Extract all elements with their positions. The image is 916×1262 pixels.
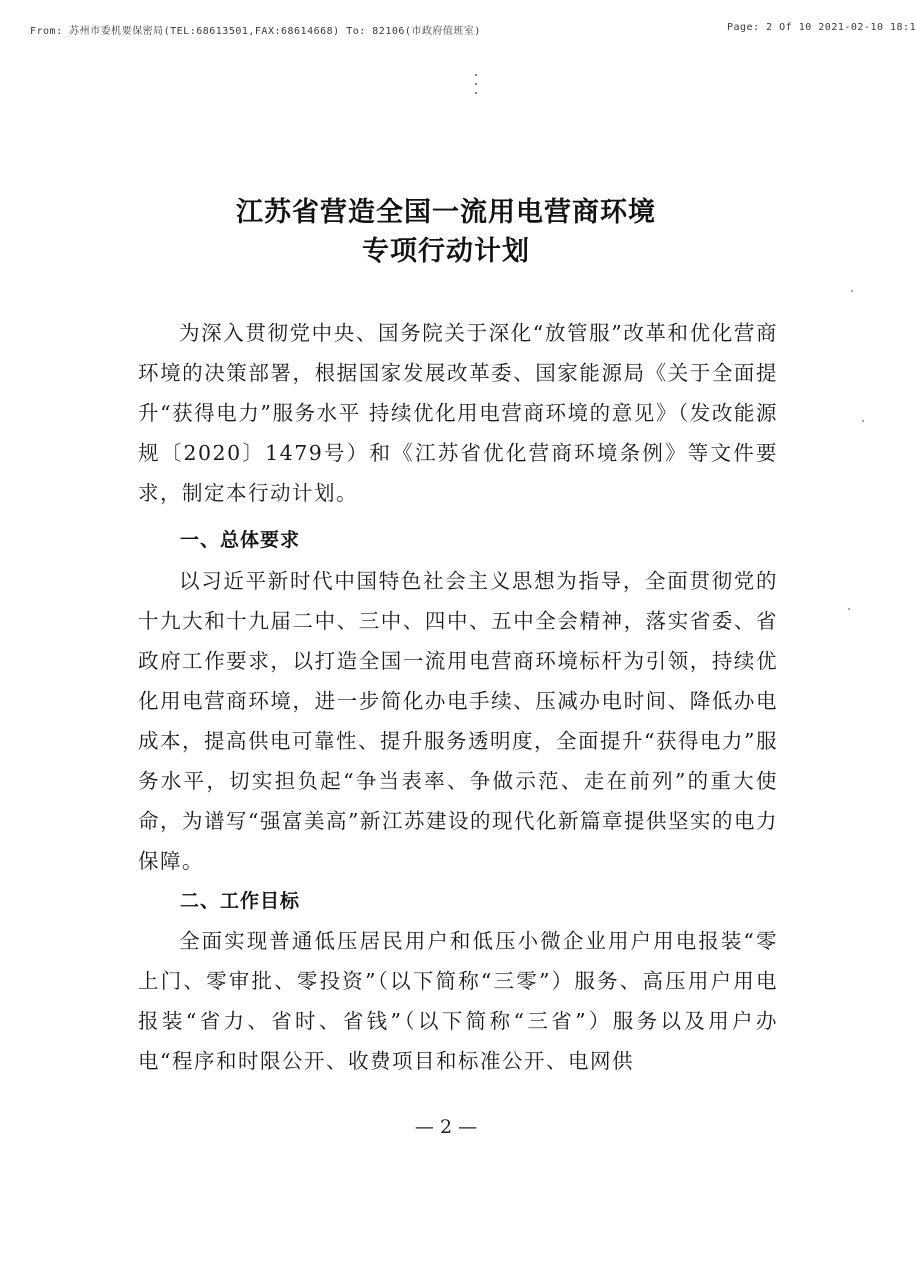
intro-paragraph: 为深入贯彻党中央、国务院关于深化“放管服”改革和优化营商环境的决策部署，根据国家发展改革委、国家能源局《关于全面提升“获得电力”服务水平 持续优化用电营商环境的意见》（发改能源规〔2020〕1479号）和《江苏省优化营商环境条例》等文件要求，制定本行动计划。: [138, 321, 778, 505]
section-1-heading: 一、总体要求: [180, 529, 301, 551]
document-title-line-2: 专项行动计划: [362, 236, 530, 267]
section-1-paragraph: 以习近平新时代中国特色社会主义思想为指导，全面贯彻党的十九大和十九届二中、三中、四中、五中全会精神，落实省委、省政府工作要求，以打造全国一流用电营商环境标杆为引领，持续优化用电营商环境，进一步简化办电手续、压减办电时间、降低办电成本，提高供电可靠性、提升服务透明度，全面提升“获得电力”服务水平，切实担负起“争当表率、争做示范、走在前列”的重大使命，为谱写“强富美高”新江苏建设的现代化新篇章提供坚实的电力保障。: [138, 569, 778, 873]
page-number: — 2 —: [414, 1116, 478, 1138]
section-2-heading: 二、工作目标: [180, 890, 301, 912]
fax-sender-line: From: 苏州市委机要保密局(TEL:68613501,FAX:68614668) To: 82106(市政府值班室): [30, 26, 481, 37]
fax-page-timestamp: Page: 2 Of 10 2021-02-10 18:1: [727, 22, 916, 33]
section-2-paragraph: 全面实现普通低压居民用户和低压小微企业用户用电报装“零上门、零审批、零投资”（以下简称“三零”）服务、高压用户用电报装“省力、省时、省钱”（以下简称“三省”）服务以及用户办电“程序和时限公开、收费项目和标准公开、电网供: [138, 929, 778, 1073]
scan-dot-marks: [475, 74, 478, 101]
scan-speck: [862, 420, 864, 422]
fax-header: [30, 22, 916, 38]
document-title-line-1: 江苏省营造全国一流用电营商环境: [236, 197, 656, 228]
scan-speck: [848, 608, 850, 610]
scan-speck: [851, 290, 853, 292]
